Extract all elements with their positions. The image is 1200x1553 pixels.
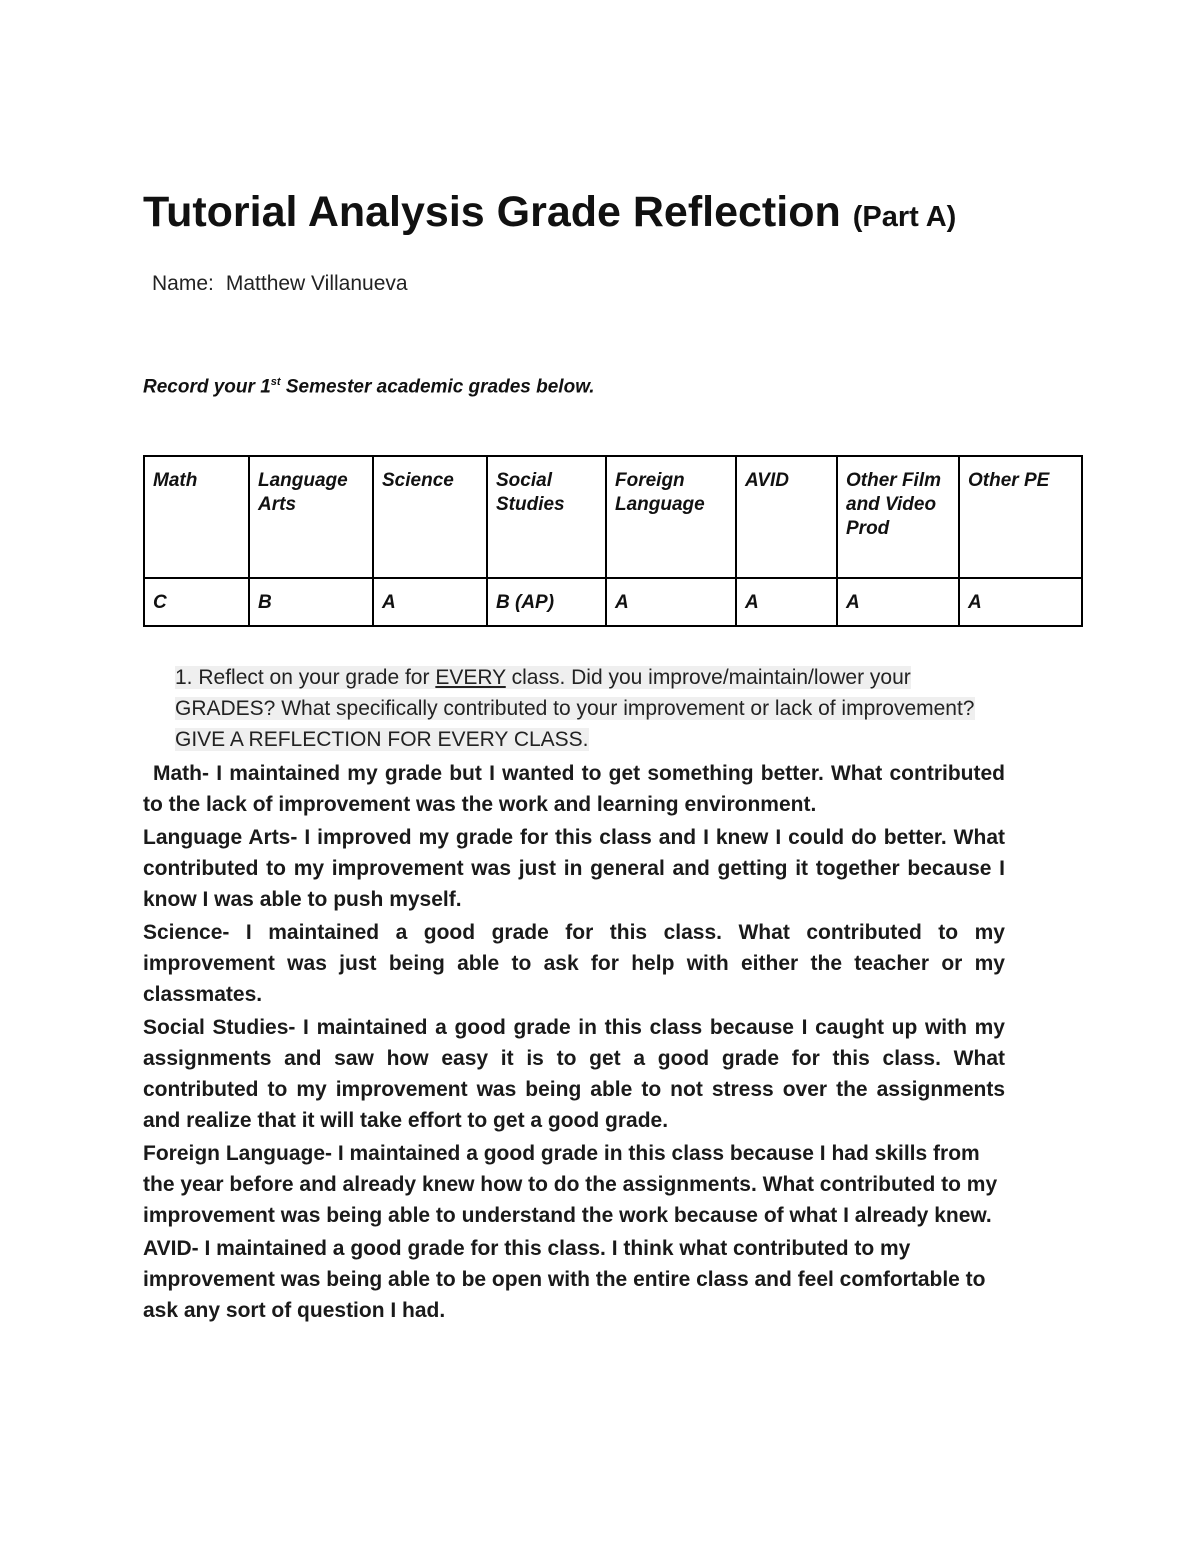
header-cell: Math [144, 456, 249, 578]
question-emphasis: EVERY [435, 666, 506, 689]
reflection-question [175, 662, 1005, 755]
instruction-before: Record your 1 [143, 376, 271, 398]
grade-cell: A [606, 578, 736, 626]
instruction-after: Semester academic grades below. [280, 376, 595, 398]
grade-cell: A [837, 578, 959, 626]
name-label: Name: [152, 272, 214, 295]
reflection-language-arts: Language Arts- I improved my grade for this class and I knew I could do better. What contributed to my improvement was just in general and getting it together because I know I was able to push myself. [143, 826, 1005, 911]
question-before: Reflect on your grade for [198, 666, 436, 689]
reflection-science: Science- I maintained a good grade for this class. What contributed to my improvement was just being able to ask for help with either the teacher or my classmates. [143, 921, 1005, 1006]
grade-cell: B (AP) [487, 578, 606, 626]
title-main: Tutorial Analysis Grade Reflection [143, 188, 841, 236]
question-number: 1. [175, 666, 193, 689]
grades-table [143, 455, 1083, 627]
header-cell: Language Arts [249, 456, 373, 578]
grade-cell: C [144, 578, 249, 626]
header-cell: Science [373, 456, 487, 578]
header-cell: Foreign Language [606, 456, 736, 578]
header-cell: AVID [736, 456, 837, 578]
question-after: class. Did you improve/maintain/lower your GRADES? What specifically contributed to your improvement or lack of improvement? GIVE A REFLECTION FOR EVERY CLASS. [175, 666, 975, 751]
header-cell: Other PE [959, 456, 1082, 578]
name-line [152, 272, 408, 296]
grade-cell: A [736, 578, 837, 626]
grade-cell: A [959, 578, 1082, 626]
grade-cell: A [373, 578, 487, 626]
instruction-sup: st [270, 376, 281, 388]
header-cell: Social Studies [487, 456, 606, 578]
reflection-answers [143, 758, 1005, 1328]
reflection-avid: AVID- I maintained a good grade for this class. I think what contributed to my improvement was being able to be open with the entire class and feel comfortable to ask any sort of question I had. [143, 1237, 986, 1322]
grades-value-row [144, 578, 1082, 626]
reflection-math: Math- I maintained my grade but I wanted to get something better. What contributed to the lack of improvement was the work and learning environment. [143, 762, 1005, 816]
grades-instruction [143, 376, 595, 398]
question-text [175, 666, 975, 751]
header-cell: Other Film and Video Prod [837, 456, 959, 578]
title-part: (Part A) [852, 201, 957, 233]
reflection-social-studies: Social Studies- I maintained a good grade in this class because I caught up with my assignments and saw how easy it is to get a good grade for this class. What contributed to my improvement was being able to not stress over the assignments and realize that it will take effort to get a good grade. [143, 1016, 1005, 1132]
reflection-foreign-language: Foreign Language- I maintained a good grade in this class because I had skills from the year before and already knew how to do the assignments. What contributed to my improvement was being able to understand the work because of what I already knew. [143, 1142, 998, 1227]
name-value: Matthew Villanueva [225, 272, 408, 295]
document-title [143, 188, 956, 237]
grade-cell: B [249, 578, 373, 626]
grades-header-row [144, 456, 1082, 578]
